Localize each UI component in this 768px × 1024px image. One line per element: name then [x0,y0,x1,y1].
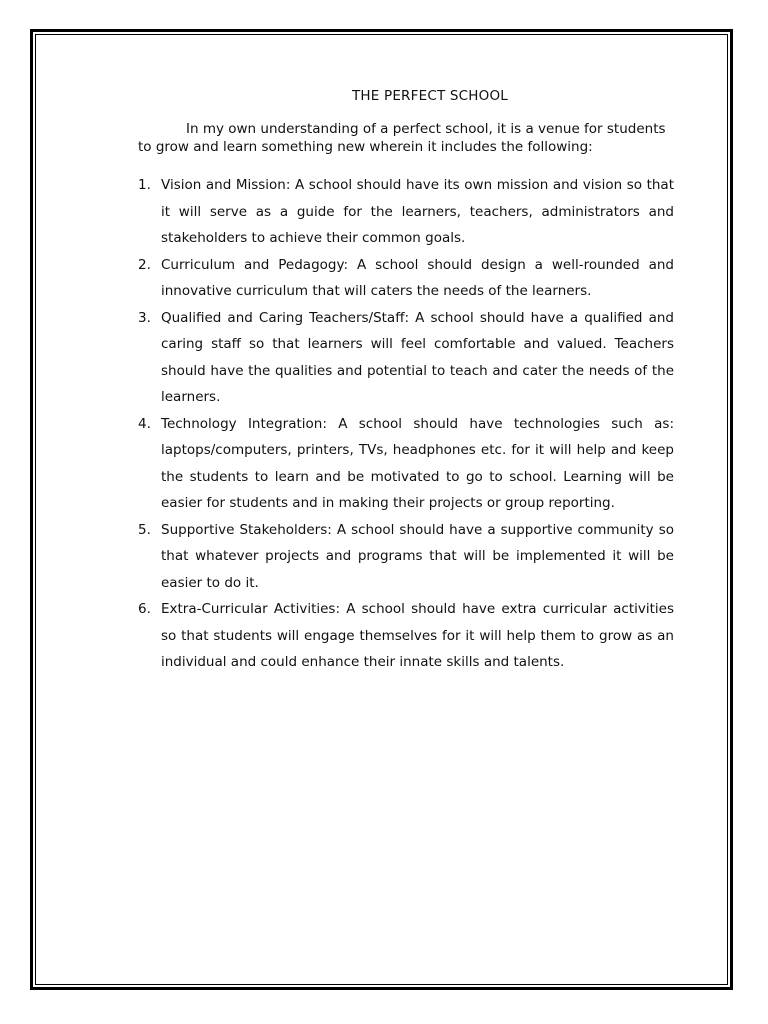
list-item [138,517,674,597]
list-item-text: Curriculum and Pedagogy: A school should design a well-rounded and innovative curriculum that will caters the needs of the learners. [161,256,674,299]
list-item [138,596,674,676]
list-item-number: 1. [138,177,151,193]
list-item-text: Vision and Mission: A school should have its own mission and vision so that it will serve as a guide for the learners, teachers, administrators and stakeholders to achieve their common goals. [161,177,674,246]
list-item-text: Supportive Stakeholders: A school should have a supportive community so that whatever projects and programs that will be implemented it will be easier to do it. [161,521,674,591]
list-item-number: 5. [138,521,151,538]
list-item [138,411,674,517]
list-item [138,305,674,411]
list-item-number: 6. [138,601,151,617]
list-item-text: Technology Integration: A school should have technologies such as: laptops/computers, printers, TVs, headphones etc. for it will help and keep the students to learn and be motivated to go to school. Learning will be easier for students and in making their projects or group reporting. [161,415,674,511]
list-item [138,252,674,305]
list-item-text: Extra-Curricular Activities: A school should have extra curricular activities so that students will engage themselves for it will help them to grow as an individual and could enhance their innate skills and talents. [161,601,674,670]
document-title: THE PERFECT SCHOOL [351,88,509,104]
list-item [138,172,674,252]
document-body [138,88,674,676]
criteria-list [138,172,674,676]
list-item-number: 2. [138,256,151,273]
list-item-number: 4. [138,415,151,432]
list-item-number: 3. [138,309,151,326]
list-item-text: Qualified and Caring Teachers/Staff: A school should have a qualified and caring staff so that learners will feel comfortable and valued. Teachers should have the qualities and potential to teach and cater the needs of the learners. [161,309,674,405]
intro-paragraph: In my own understanding of a perfect school, it is a venue for students to grow and learn something new wherein it includes the following: [138,121,666,155]
